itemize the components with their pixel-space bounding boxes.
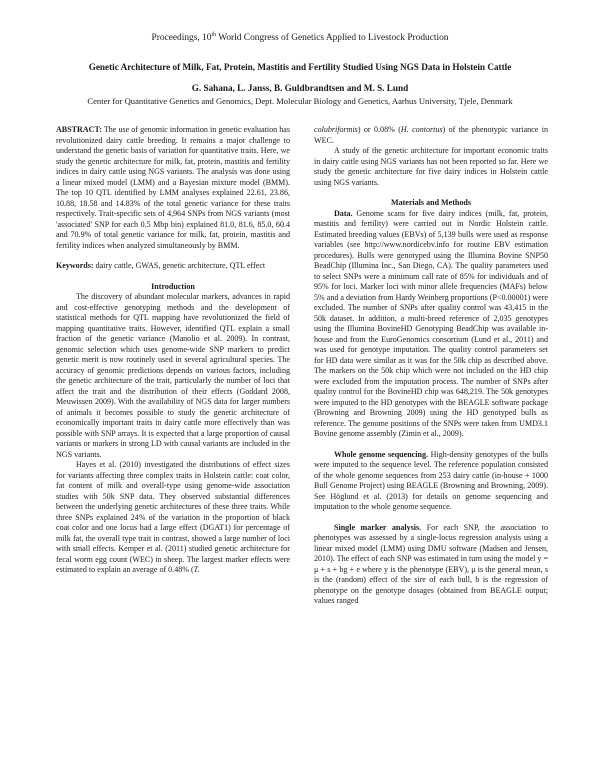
proceedings-header — [0, 33, 600, 43]
introduction-heading: Introduction — [151, 281, 195, 291]
intro-p3-italic-b: H. contortus — [400, 125, 443, 134]
keywords-label: Keywords: — [56, 261, 94, 270]
intro-p3-italic-a: colubriformis — [314, 125, 358, 134]
methods-sma-label: Single marker analysis. — [334, 522, 422, 532]
left-column — [56, 125, 290, 576]
methods-data-label: Data. — [334, 208, 353, 218]
intro-paragraph-2-cont — [314, 125, 548, 146]
right-column — [314, 125, 548, 607]
abstract-text: The use of genomic information in genetic evaluation has revolutionized dairy cattle breeding. It remains a major challenge to understand the genetic basis of variation for quantitative traits. Here, we study the genetic architecture for milk, fat, protein, mastitis and fertility indices in dairy cattle using NGS variants. The analysis was done using a linear mixed model (LMM) and a Bayesian mixture model (BMM). The top 10 QTL identified by LMM analyses explained 22.61, 23.86, 10.88, 18.58 and 14.83% of the total genetic variance for these traits respectively. Trait-specific sets of 4,964 SNPs from NGS variants (most 'associated' SNP for each 0.5 Mbp bin) explained 81.0, 81.6, 85.0, 60.4 and 70.9% of total genetic variance for milk, fat, protein, mastitis and fertility indices when analyzed simultaneously by BMM. — [56, 125, 290, 250]
paper-affiliation: Center for Quantitative Genetics and Genomics, Dept. Molecular Biology and Genetics, Aarhus University, Tjele, Denmark — [87, 96, 513, 106]
methods-wgs-paragraph — [314, 450, 548, 513]
methods-data-paragraph — [314, 209, 548, 440]
methods-wgs-label: Whole genome sequencing. — [334, 449, 429, 459]
intro-paragraph-1: The discovery of abundant molecular markers, advances in rapid and cost-effective genotyping methods and the development of statistical methods for QTL mapping have revolutionized the field of mapping quantitative traits. However, identified QTL explain a small fraction of the genetic variance (Manolio et al. 2009). In contrast, genomic selection which uses genome-wide SNP markers to predict genetic merit is now routinely used in several agricultural species. The accuracy of genomic predictions depends on various factors, including the genetic architecture of the trait, particularly the number of loci that affect the trait and the distribution of their effects (Goddard 2008, Meuwissen 2009). With the availability of NGS data for larger numbers of animals it becomes possible to study the genetic architecture of economically important traits in dairy cattle more effectively than was possible with SNP arrays. It is expected that a large proportion of causal variants or markers in strong LD with causal variants are included in the NGS variants. — [56, 292, 290, 459]
methods-sma-text: For each SNP, the association to phenotypes was assessed by a single-locus regression analysis using a linear mixed model (LMM) using DMU software (Madsen and Jensen, 2010). The effect of each SNP was estimated in turn using the model y = μ + s + bg + e where y is the phenotype (EBV), μ is the general mean, s is the (random) effect of the sire of each bull, b is the regression of phenotype on the genotype dosages (obtained from BEAGLE output; values ranged — [314, 522, 548, 605]
intro-p3-mid: ) or 0.08% ( — [357, 125, 401, 134]
methods-sma-paragraph — [314, 523, 548, 607]
intro-p3-end: ) of the phenotypic variance in WEC. — [314, 125, 548, 145]
abstract — [56, 125, 290, 251]
intro-paragraph-3: A study of the genetic architecture for important economic traits in dairy cattle using NGS variants has not been reported so far. Here we study the genetic architecture for five dairy indices in Holstein cattle using NGS variants. — [314, 146, 548, 187]
methods-wgs-text: High-density genotypes of the bulls were imputed to the sequence level. The reference population consisted of the whole genome sequences from 253 dairy cattle (in-house + 1000 Bull Genome Project) using BEAGLE (Browning and Browning, 2009). See Höglund et al. (2013) for details on genome sequencing and imputation to the whole genome sequence. — [314, 449, 549, 511]
keywords — [56, 261, 290, 272]
intro-p2-text: Hayes et al. (2010) investigated the distributions of effect sizes for variants affecting three complex traits in Holstein cattle: coat color, fat content of milk and overall-type using genome-wide association studies with 50k SNP data. They observed substantial differences between the underlying genetic architectures of these three traits. While three SNPs explained 24% of the variation in the proportion of black coat color and one locus had a large effect (DGAT1) for percentage of milk fat, the overall type trait in contrast, showed a large number of loci with small effects. Kemper et al. (2011) studied genetic architecture for fecal worm egg count (WEC) in sheep. The largest marker effects were estimated to explain an average of 0.48% ( — [56, 460, 290, 574]
proceedings-sup: th — [211, 32, 217, 38]
intro-p2-italic: T. — [193, 565, 200, 574]
abstract-label: ABSTRACT: — [56, 125, 102, 134]
proceedings-suffix: World Congress of Genetics Applied to Livestock Production — [216, 33, 449, 43]
proceedings-prefix: Proceedings, 10 — [151, 33, 212, 43]
paper-authors: G. Sahana, L. Janss, B. Guldbrandtsen and M. S. Lund — [191, 83, 409, 93]
methods-heading: Materials and Methods — [390, 198, 472, 207]
intro-paragraph-2 — [56, 460, 290, 576]
methods-data-text: Genome scans for five dairy indices (milk, fat, protein, mastitis and fertility) were carried out in Nordic Holstein cattle. Estimated breeding values (EBVs) of 5,139 bulls were used as response variables (see http://www.nordicebv.info for routine EBV estimation procedures). Bulls were genotyped using the Illumina Bovine SNP50 BeadChip (Illumina Inc., San Diego, CA). The quality parameters used to select SNPs were a minimum call rate of 85% for individuals and of 95% for loci. Marker loci with minor allele frequencies (MAFs) below 5% and a deviation from Hardy Weinberg proportions (P<0.00001) were excluded. The number of SNPs after quality control was 43,415 in the 50k dataset. In addition, a multi-breed reference of 2,035 genotypes using the Illumina BovineHD Genotyping BeadChip was available in-house and from the EuroGenomics consortium (Lund et al., 2011) and was used for genotype imputation. The quality control parameters set for HD data were similar as it was for the 50k chip as described above. The markers on the 50k chip which were not included on the HD chip were excluded from the imputation process. The number of SNPs after quality control for the BovineHD chip was 648,219. The 50k genotypes were imputed to the HD genotypes with the BEAGLE software package (Browning and Browning 2009) using the HD genotyped bulls as reference. The genome positions of the SNPs were taken from UMD3.1 Bovine genome assembly (Zimin et al., 2009). — [314, 208, 548, 438]
paper-title: Genetic Architecture of Milk, Fat, Protein, Mastitis and Fertility Studied Using NGS Data in Holstein Cattle — [88, 62, 512, 72]
keywords-text: dairy cattle, GWAS, genetic architecture, QTL effect — [93, 261, 266, 270]
